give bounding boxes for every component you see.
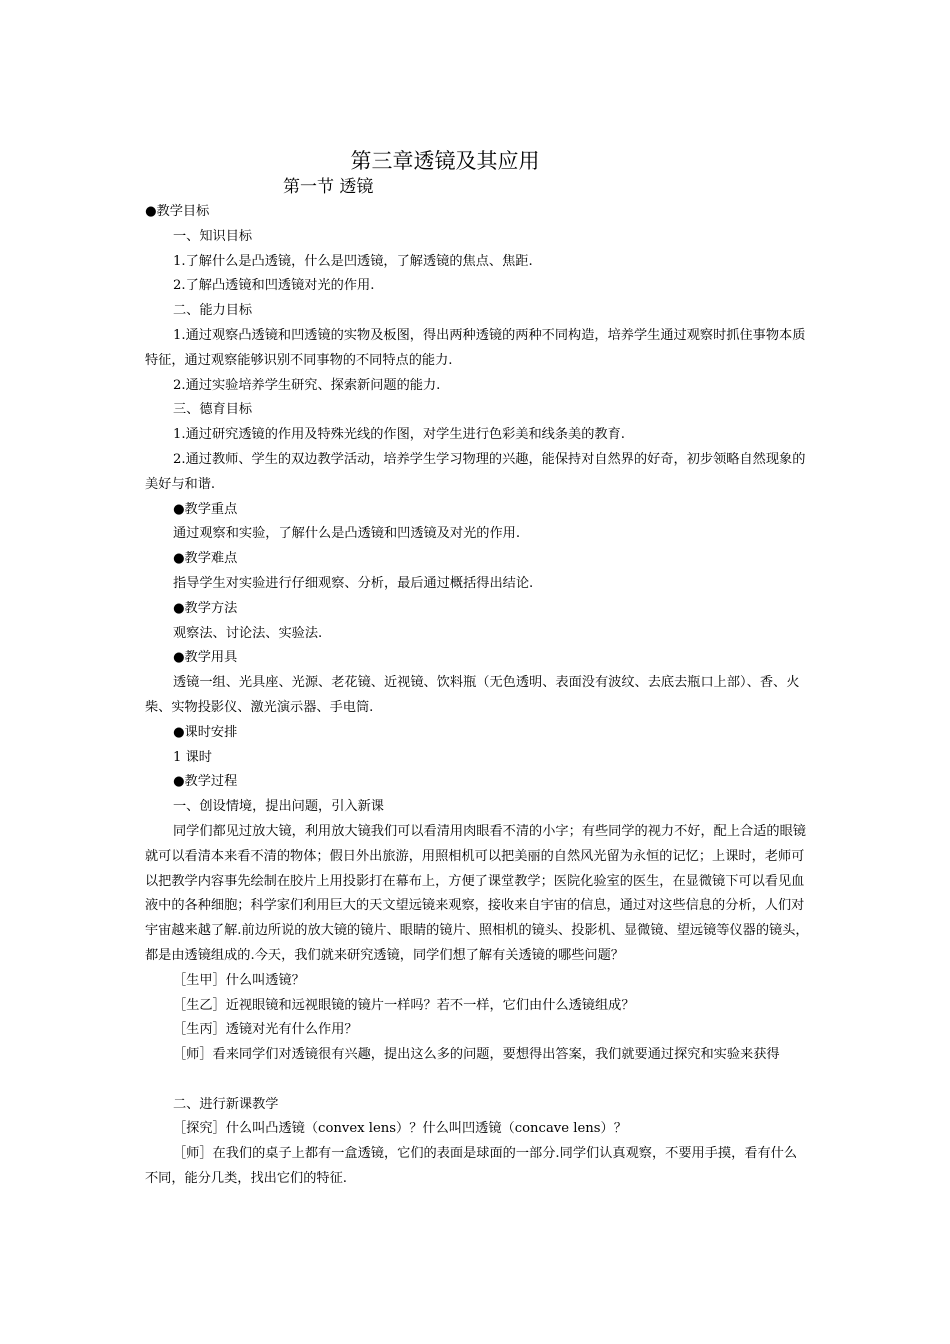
dialogue-line: ［师］在我们的桌子上都有一盒透镜，它们的表面是球面的一部分.同学们认真观察，不要用手摸，看有什么不同，能分几类，找出它们的特征.	[145, 1146, 798, 1187]
paragraph: 2.通过实验培养学生研究、探索新问题的能力.	[173, 377, 441, 393]
heading-teaching-process: ●教学过程	[173, 774, 238, 790]
paragraph: 观察法、讨论法、实验法.	[173, 625, 323, 641]
chapter-title: 第三章透镜及其应用	[350, 149, 540, 173]
paragraph: 1 课时	[173, 749, 212, 765]
section-title: 第一节 透镜	[283, 177, 374, 197]
paragraph: 透镜一组、光具座、光源、老花镜、近视镜、饮料瓶（无色透明、表面没有波纹、去底去瓶口上部）、香、火柴、实物投影仪、激光演示器、手电筒.	[145, 675, 800, 715]
heading-difficult-points: ●教学难点	[173, 551, 238, 567]
subheading-moral-goals: 三、德育目标	[173, 402, 253, 418]
dialogue-line: ［师］看来同学们对透镜很有兴趣，提出这么多的问题，要想得出答案，我们就要通过探究和实验来获得	[173, 1047, 780, 1063]
heading-teaching-methods: ●教学方法	[173, 600, 238, 616]
heading-key-points: ●教学重点	[173, 501, 238, 517]
paragraph: 2.通过教师、学生的双边教学活动，培养学生学习物理的兴趣，能保持对自然界的好奇，初步领略自然现象的美好与和谐.	[145, 451, 806, 492]
dialogue-line: ［生甲］什么叫透镜？	[173, 972, 305, 988]
subheading-intro: 一、创设情境，提出问题，引入新课	[173, 799, 384, 815]
paragraph: 同学们都见过放大镜，利用放大镜我们可以看清用肉眼看不清的小字；有些同学的视力不好，配上合适的眼镜就可以看清本来看不清的物体；假日外出旅游，用照相机可以把美丽的自然风光留为永恒的记忆；上课时，老师可以把教学内容事先绘制在胶片上用投影打在幕布上，方便了课堂教学；医院化验室的医生，在显微镜下可以看见血液中的各种细胞；科学家们利用巨大的天文望远镜来观察，接收来自宇宙的信息，通过对这些信息的分析，人们对宇宙越来越了解.前边所说的放大镜的镜片、眼睛的镜片、照相机的镜头、投影机、显微镜、望远镜等仪器的镜头，都是由透镜组成的.今天，我们就来研究透镜，同学们想了解有关透镜的哪些问题？	[145, 823, 809, 963]
dialogue-line: ［生丙］透镜对光有什么作用？	[173, 1022, 358, 1038]
subheading-ability-goals: 二、能力目标	[173, 303, 253, 319]
paragraph: 1.了解什么是凸透镜，什么是凹透镜，了解透镜的焦点、焦距.	[173, 253, 533, 269]
paragraph: 2.了解凸透镜和凹透镜对光的作用.	[173, 278, 375, 294]
document-body	[145, 200, 809, 1192]
paragraph: 1.通过观察凸透镜和凹透镜的实物及板图，得出两种透镜的两种不同构造，培养学生通过观察时抓住事物本质特征，通过观察能够识别不同事物的不同特点的能力.	[145, 327, 806, 368]
paragraph: 1.通过研究透镜的作用及特殊光线的作图，对学生进行色彩美和线条美的教育.	[173, 427, 625, 443]
dialogue-line: ［生乙］近视眼镜和远视眼镜的镜片一样吗？若不一样，它们由什么透镜组成？	[173, 997, 635, 1013]
heading-teaching-goals: ●教学目标	[145, 204, 210, 219]
paragraph: 指导学生对实验进行仔细观察、分析，最后通过概括得出结论.	[173, 575, 534, 591]
subheading-new-lesson: 二、进行新课教学	[173, 1096, 279, 1112]
subheading-knowledge-goals: 一、知识目标	[173, 228, 253, 244]
paragraph: 通过观察和实验，了解什么是凸透镜和凹透镜及对光的作用.	[173, 526, 521, 542]
blank-line	[145, 1068, 809, 1093]
heading-schedule: ●课时安排	[173, 724, 238, 740]
dialogue-line: ［探究］什么叫凸透镜（convex lens）？什么叫凹透镜（concave lens）？	[173, 1121, 627, 1137]
heading-teaching-tools: ●教学用具	[173, 650, 238, 666]
